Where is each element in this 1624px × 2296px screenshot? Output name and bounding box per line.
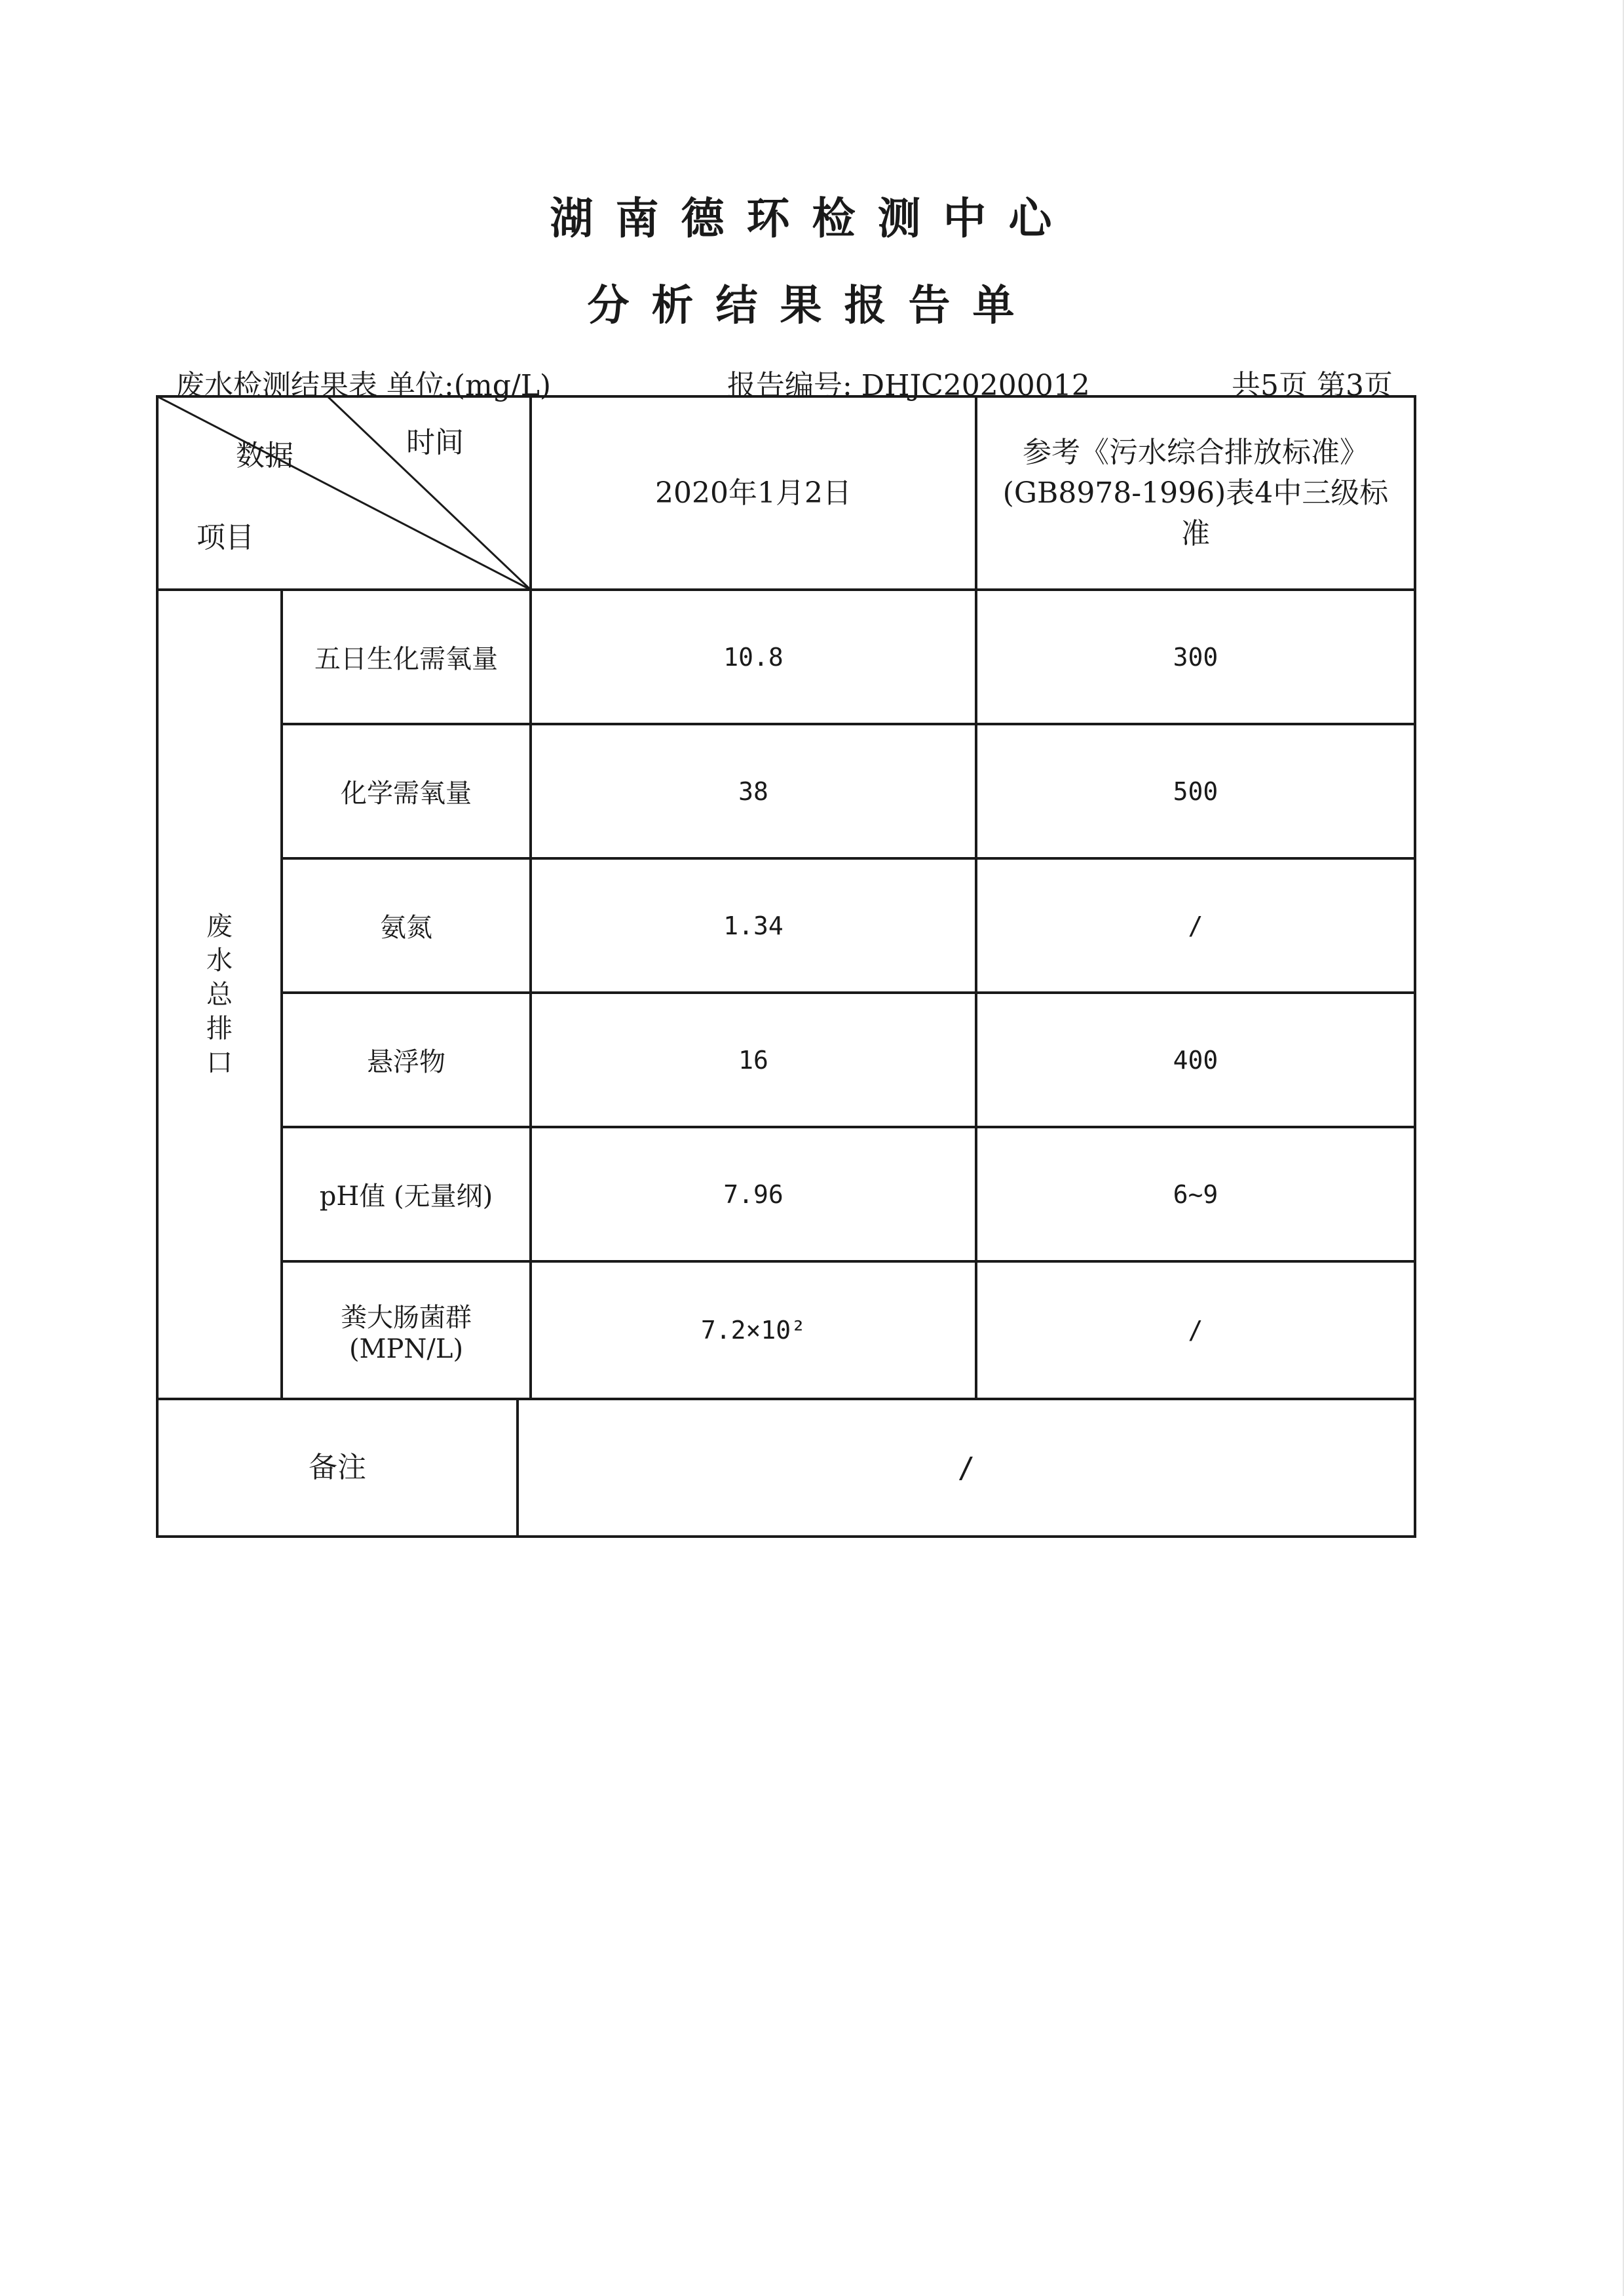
row-value: 1.34 [723, 911, 784, 940]
date-header: 2020年1月2日 [655, 476, 852, 510]
row-value: 10.8 [723, 642, 784, 672]
row-value: 7.96 [723, 1179, 784, 1209]
standard-header: 参考《污水综合排放标准》(GB8978-1996)表4中三级标准 [1002, 435, 1389, 550]
corner-data-label: 数据 [236, 439, 293, 472]
group-label: 废水总排口 [206, 911, 233, 1078]
row-name: 氨氮 [380, 913, 432, 943]
remark-label: 备注 [309, 1451, 366, 1484]
corner-item-label: 项目 [197, 521, 254, 554]
row-name: 化学需氧量 [341, 778, 472, 809]
row-standard: / [1188, 1316, 1203, 1345]
row-standard: 300 [1173, 642, 1218, 672]
row-name: pH值 (无量纲) [319, 1181, 493, 1212]
corner-time-label: 时间 [406, 426, 464, 459]
row-value: 38 [738, 776, 768, 806]
row-value: 16 [738, 1045, 768, 1075]
table-name: 废水检测结果表 单位:(mg/L) [176, 369, 552, 402]
row-name: 悬浮物 [367, 1047, 445, 1077]
group-cell [157, 590, 282, 1399]
row-standard: / [1188, 911, 1203, 940]
document-title: 分析结果报告单 [587, 282, 1037, 330]
row-standard: 400 [1173, 1045, 1218, 1075]
report-number: 报告编号: DHJC20200012 [727, 369, 1090, 402]
row-standard: 6~9 [1173, 1179, 1218, 1209]
row-standard: 500 [1173, 776, 1218, 806]
page-info: 共5页 第3页 [1232, 369, 1393, 402]
row-value: 7.2×10² [700, 1316, 806, 1345]
corner-diagonal-1 [157, 396, 531, 590]
row-name: 五日生化需氧量 [314, 644, 498, 674]
row-name: 粪大肠菌群(MPN/L) [341, 1302, 472, 1364]
org-title: 湖南德环检测中心 [550, 193, 1074, 244]
remark-value: / [957, 1451, 975, 1485]
